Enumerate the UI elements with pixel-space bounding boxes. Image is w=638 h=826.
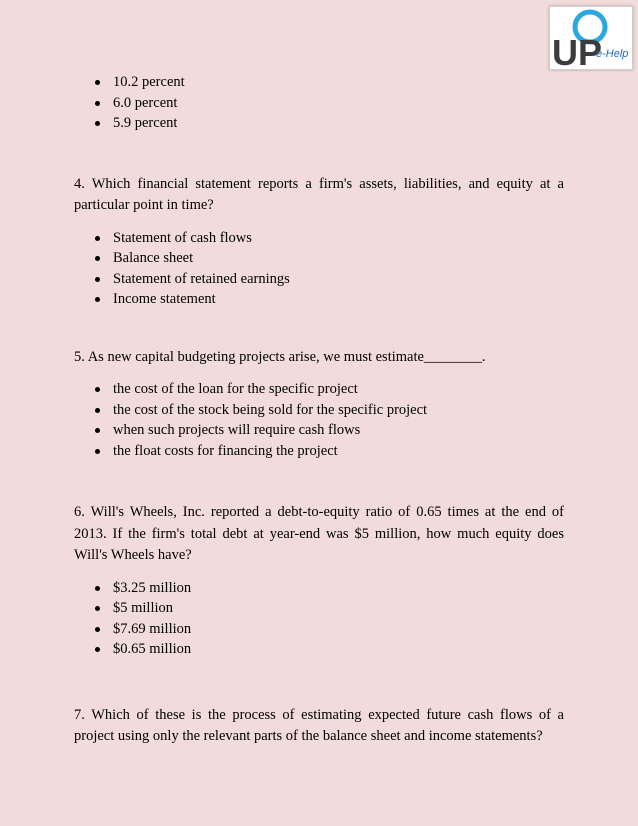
- option-item: Balance sheet: [74, 248, 564, 269]
- option-item: $7.69 million: [74, 619, 564, 640]
- question-6: 6. Will's Wheels, Inc. reported a debt-to-equity ratio of 0.65 times at the end of 2013. If the firm's total debt at year-end was $5 million, how much equity does Will's Wheels have?: [74, 504, 564, 563]
- option-item: when such projects will require cash flows: [74, 420, 564, 441]
- logo-subtext: e-Help: [596, 48, 629, 60]
- brand-logo-graphic: [550, 7, 632, 69]
- option-item: the float costs for financing the project: [74, 441, 564, 462]
- option-item: $3.25 million: [74, 578, 564, 599]
- option-item: the cost of the stock being sold for the specific project: [74, 400, 564, 421]
- brand-logo: [549, 6, 633, 70]
- option-item: 5.9 percent: [74, 113, 564, 134]
- option-item: 10.2 percent: [74, 72, 564, 93]
- question-5: 5. As new capital budgeting projects arise, we must estimate________.: [74, 348, 486, 365]
- option-item: the cost of the loan for the specific project: [74, 379, 564, 400]
- question-4: 4. Which financial statement reports a firm's assets, liabilities, and equity at a particular point in time?: [74, 175, 564, 213]
- document-content: [74, 72, 564, 748]
- options-q5: [74, 379, 564, 461]
- option-item: $5 million: [74, 598, 564, 619]
- option-item: Statement of retained earnings: [74, 269, 564, 290]
- option-item: $0.65 million: [74, 639, 564, 660]
- option-item: 6.0 percent: [74, 93, 564, 114]
- options-q3: [74, 72, 564, 134]
- option-item: Statement of cash flows: [74, 228, 564, 249]
- question-7: 7. Which of these is the process of estimating expected future cash flows of a project using only the relevant parts of the balance sheet and income statements?: [74, 706, 564, 744]
- logo-up-text: UP: [552, 32, 603, 69]
- options-q4: [74, 228, 564, 310]
- option-item: Income statement: [74, 289, 564, 310]
- options-q6: [74, 578, 564, 660]
